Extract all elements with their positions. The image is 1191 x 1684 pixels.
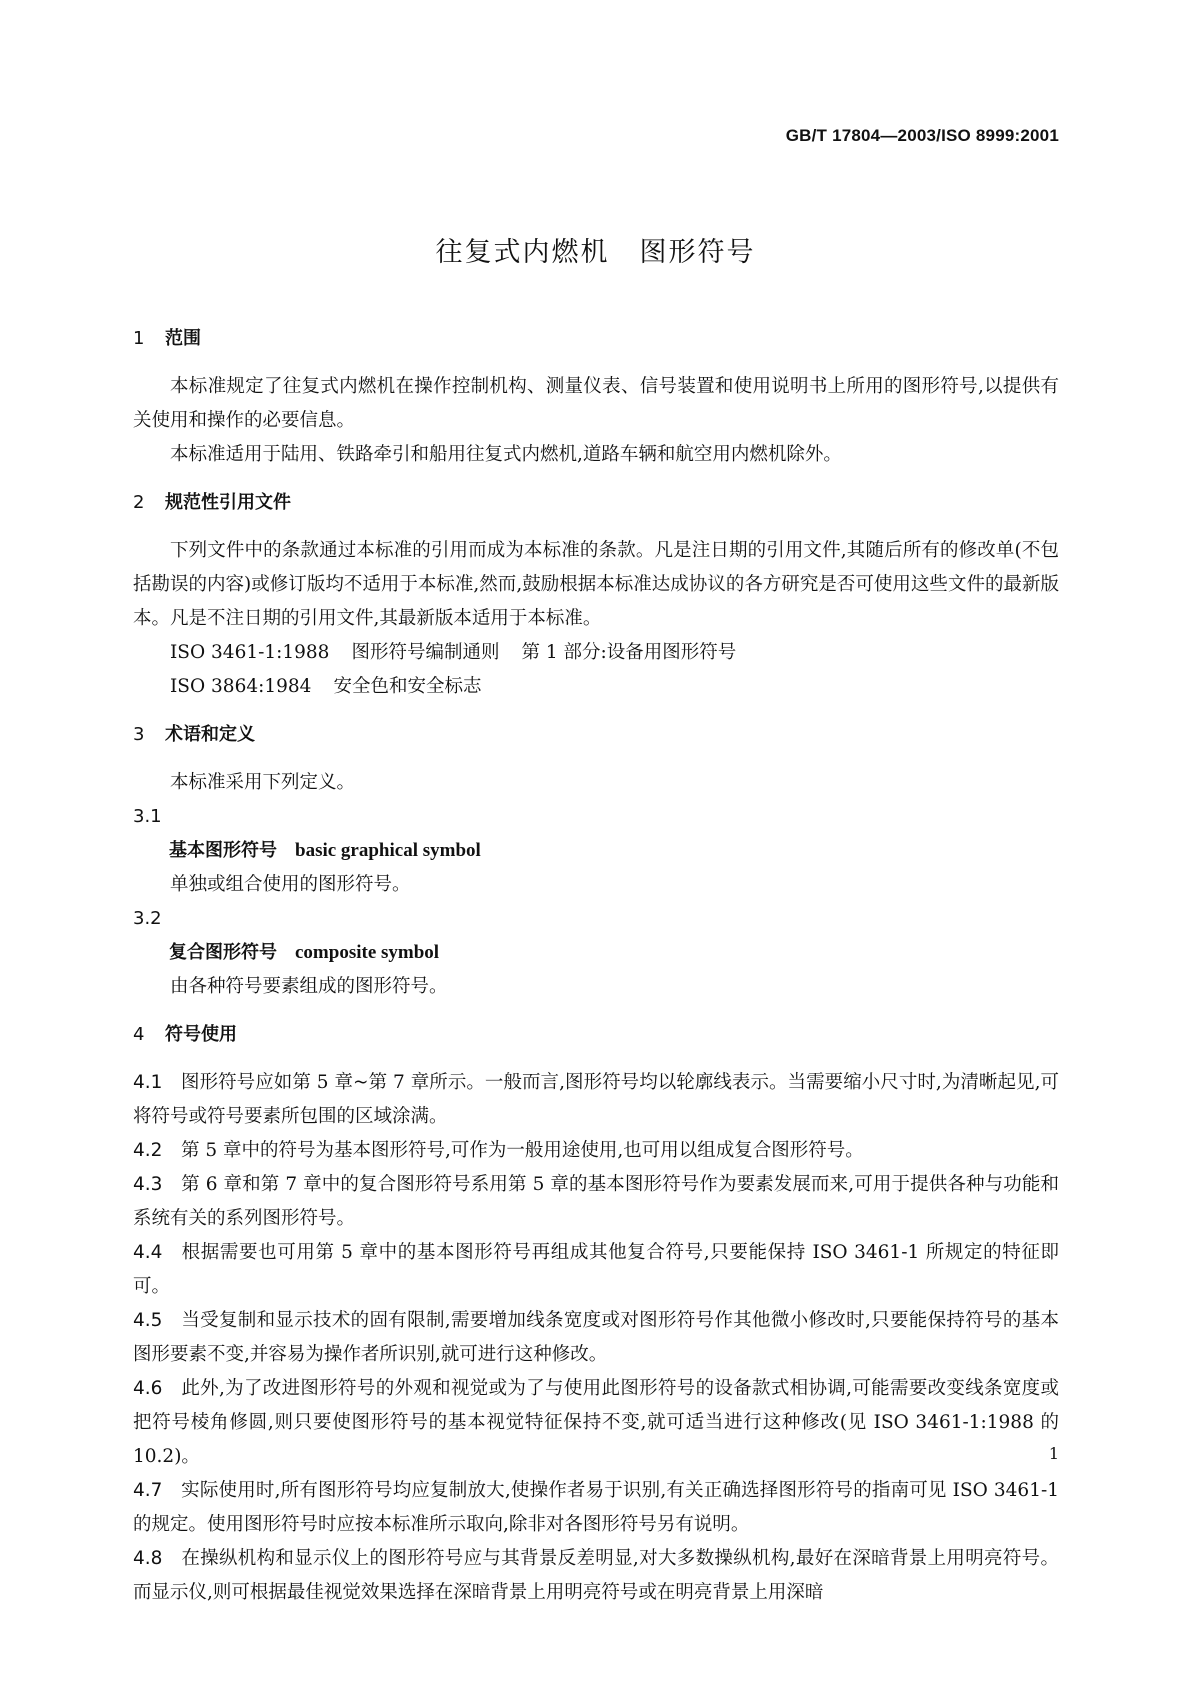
section-3-heading xyxy=(133,718,1059,752)
clause-number: 4.6 xyxy=(133,1378,163,1399)
section-number: 1 xyxy=(133,328,145,349)
clause xyxy=(133,1236,1059,1304)
reference-part: 第 1 部分:设备用图形符号 xyxy=(521,642,737,663)
clause xyxy=(133,1474,1059,1542)
term-cn: 复合图形符号 xyxy=(169,942,277,963)
paragraph: 下列文件中的条款通过本标准的引用而成为本标准的条款。凡是注日期的引用文件,其随后所有的修改单(不包括勘误的内容)或修订版均不适用于本标准,然而,鼓励根据本标准达成协议的各方研究是否可使用这些文件的最新版本。凡是不注日期的引用文件,其最新版本适用于本标准。 xyxy=(133,540,1059,629)
section-number: 2 xyxy=(133,492,145,513)
section-title: 范围 xyxy=(165,328,201,349)
reference-code: ISO 3864:1984 xyxy=(170,676,312,697)
title-part-2: 图形符号 xyxy=(639,237,756,268)
reference-code: ISO 3461-1:1988 xyxy=(170,642,330,663)
paragraph: 本标准采用下列定义。 xyxy=(170,772,356,793)
clause-text: 第 6 章和第 7 章中的复合图形符号系用第 5 章的基本图形符号作为要素发展而来,可用于提供各种与功能和系统有关的系列图形符号。 xyxy=(133,1174,1059,1229)
section-title: 符号使用 xyxy=(165,1024,237,1045)
clause-text: 图形符号应如第 5 章~第 7 章所示。一般而言,图形符号均以轮廓线表示。当需要缩小尺寸时,为清晰起见,可将符号或符号要素所包围的区域涂满。 xyxy=(133,1072,1059,1127)
term-en: basic graphical symbol xyxy=(295,840,481,861)
clause-number: 4.7 xyxy=(133,1480,163,1501)
document-body xyxy=(133,322,1059,1610)
clause xyxy=(133,1134,1059,1168)
section-title: 规范性引用文件 xyxy=(165,492,291,513)
standard-code: GB/T 17804—2003/ISO 8999:2001 xyxy=(785,126,1059,145)
term-number: 3.1 xyxy=(133,806,162,827)
clause-number: 4.4 xyxy=(133,1242,163,1263)
term-entry xyxy=(133,936,1059,970)
clause xyxy=(133,1372,1059,1474)
title-part-1: 往复式内燃机 xyxy=(435,237,610,268)
reference-item xyxy=(133,636,1059,670)
section-1-heading xyxy=(133,322,1059,356)
paragraph: 本标准适用于陆用、铁路牵引和船用往复式内燃机,道路车辆和航空用内燃机除外。 xyxy=(170,444,842,465)
reference-title: 安全色和安全标志 xyxy=(333,676,482,697)
clause-text: 第 5 章中的符号为基本图形符号,可作为一般用途使用,也可用以组成复合图形符号。 xyxy=(181,1140,864,1161)
term-entry xyxy=(133,834,1059,868)
clause xyxy=(133,1542,1059,1610)
clause-text: 此外,为了改进图形符号的外观和视觉或为了与使用此图形符号的设备款式相协调,可能需要改变线条宽度或把符号棱角修圆,则只要使图形符号的基本视觉特征保持不变,就可适当进行这种修改(见 ISO 3461-1:1988 的 10.2)。 xyxy=(133,1378,1059,1467)
term-cn: 基本图形符号 xyxy=(169,840,277,861)
document-title xyxy=(0,230,1191,269)
reference-title: 图形符号编制通则 xyxy=(351,642,500,663)
clause-number: 4.3 xyxy=(133,1174,163,1195)
page-number: 1 xyxy=(1048,1444,1059,1463)
section-4-heading xyxy=(133,1018,1059,1052)
clause-text: 当受复制和显示技术的固有限制,需要增加线条宽度或对图形符号作其他微小修改时,只要能保持符号的基本图形要素不变,并容易为操作者所识别,就可进行这种修改。 xyxy=(133,1310,1059,1365)
clause xyxy=(133,1168,1059,1236)
clause xyxy=(133,1066,1059,1134)
reference-item xyxy=(133,670,1059,704)
clause-number: 4.2 xyxy=(133,1140,163,1161)
section-title: 术语和定义 xyxy=(165,724,255,745)
term-en: composite symbol xyxy=(295,942,440,963)
term-number: 3.2 xyxy=(133,908,162,929)
clause-number: 4.1 xyxy=(133,1072,163,1093)
clause-number: 4.5 xyxy=(133,1310,163,1331)
section-number: 4 xyxy=(133,1024,145,1045)
clause-number: 4.8 xyxy=(133,1548,163,1569)
clause xyxy=(133,1304,1059,1372)
clause-text: 实际使用时,所有图形符号均应复制放大,使操作者易于识别,有关正确选择图形符号的指南可见 ISO 3461-1 的规定。使用图形符号时应按本标准所示取向,除非对各图形符号另有说明。 xyxy=(133,1480,1059,1535)
paragraph: 本标准规定了往复式内燃机在操作控制机构、测量仪表、信号装置和使用说明书上所用的图形符号,以提供有关使用和操作的必要信息。 xyxy=(133,376,1059,431)
term-definition: 单独或组合使用的图形符号。 xyxy=(170,874,411,895)
term-definition: 由各种符号要素组成的图形符号。 xyxy=(170,976,448,997)
clause-text: 根据需要也可用第 5 章中的基本图形符号再组成其他复合符号,只要能保持 ISO 3461-1 所规定的特征即可。 xyxy=(133,1242,1059,1297)
section-number: 3 xyxy=(133,724,145,745)
clause-text: 在操纵机构和显示仪上的图形符号应与其背景反差明显,对大多数操纵机构,最好在深暗背景上用明亮符号。而显示仪,则可根据最佳视觉效果选择在深暗背景上用明亮符号或在明亮背景上用深暗 xyxy=(133,1548,1059,1603)
section-2-heading xyxy=(133,486,1059,520)
